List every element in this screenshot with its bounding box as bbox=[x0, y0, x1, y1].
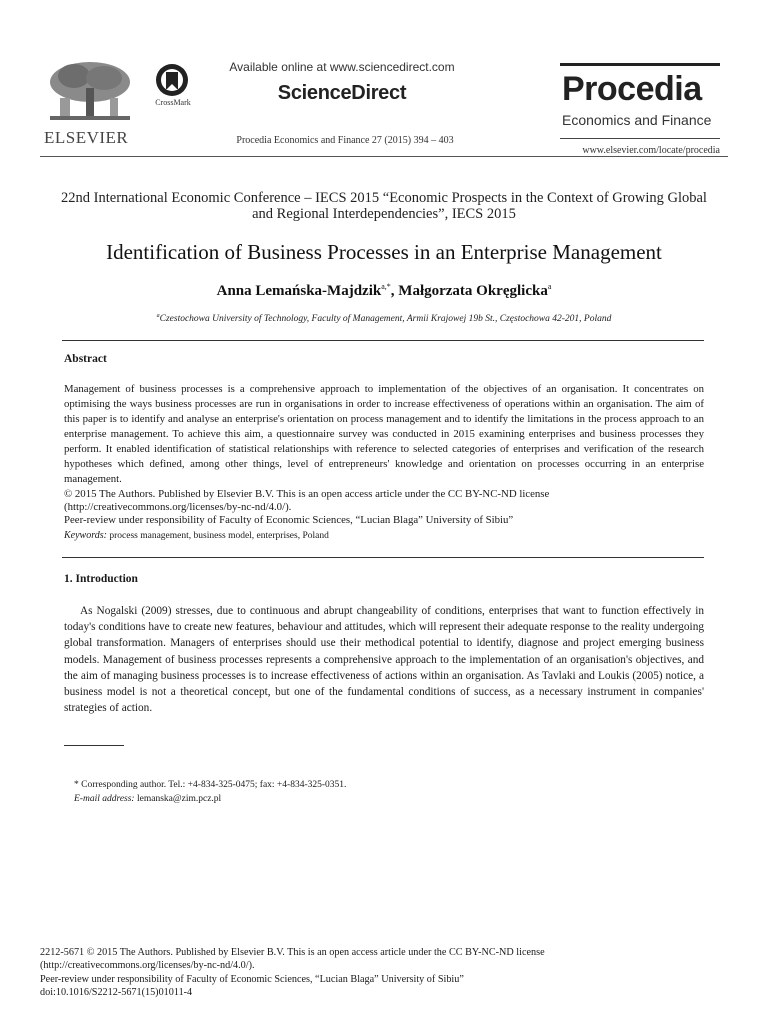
copyright-line: © 2015 The Authors. Published by Elsevier B.V. This is an open access article under the CC BY-NC-ND license bbox=[64, 488, 550, 500]
footer-peer-review: Peer-review under responsibility of Faculty of Economic Sciences, “Lucian Blaga” University of Sibiu” bbox=[40, 973, 464, 985]
conference-line: 22nd International Economic Conference – IECS 2015 “Economic Prospects in the Context of Growing Global and Regional Interdependencies”, IECS 2015 bbox=[61, 190, 707, 222]
paper-title: Identification of Business Processes in an Enterprise Management bbox=[106, 240, 662, 264]
author-2: Małgorzata Okręglicka bbox=[398, 283, 548, 299]
publisher-name: ELSEVIER bbox=[44, 128, 129, 147]
introduction-body: As Nogalski (2009) stresses, due to continuous and abrupt changeability of conditions, enterprises that want to function effectively in today's conditions have to create new features, behaviour and attitudes, which will represent their adequate response to the reality undergoing global transformation. Managers of enterprises should use their methodical potential to identify, diagnose and project emerging business models. Management of business processes represents a comprehensive approach to the implementation of an organisation's objectives, and the aim of managing business processes is to increase effectiveness of actions within an organisation. As Tavlaki and Loukis (2005) notice, a business model is not a theoretical concept, but one of the fundamental conditions of success, as a necessary instrument in companies' strategies of action. bbox=[64, 605, 704, 715]
abstract-bottom-rule bbox=[62, 557, 704, 558]
introduction-heading: 1. Introduction bbox=[64, 573, 138, 585]
footnote-rule bbox=[64, 745, 124, 746]
affiliation-mark: a bbox=[156, 313, 160, 319]
available-online-text: Available online at www.sciencedirect.com bbox=[229, 60, 455, 74]
affiliation bbox=[40, 313, 728, 324]
author-1: Anna Lemańska-Majdzik bbox=[216, 283, 382, 299]
journal-reference: Procedia Economics and Finance 27 (2015) 394 – 403 bbox=[236, 135, 454, 146]
abstract-heading: Abstract bbox=[64, 353, 107, 365]
header-divider bbox=[40, 156, 728, 157]
footnote bbox=[74, 778, 674, 806]
keywords-label: Keywords: bbox=[64, 530, 107, 541]
peer-review-line: Peer-review under responsibility of Faculty of Economic Sciences, “Lucian Blaga” University of Sibiu” bbox=[64, 514, 514, 526]
author-1-affil: a, bbox=[381, 282, 387, 291]
footer-copyright: 2212-5671 © 2015 The Authors. Published by Elsevier B.V. This is an open access article under the CC BY-NC-ND license bbox=[40, 947, 545, 958]
corresponding-mark[interactable]: * bbox=[386, 282, 391, 291]
crossmark-label: CrossMark bbox=[155, 98, 191, 107]
author-2-affil: a bbox=[547, 282, 552, 291]
abstract-top-rule bbox=[62, 340, 704, 341]
keywords-list: process management, business model, enterprises, Poland bbox=[106, 531, 329, 541]
procedia-bottom-rule bbox=[560, 138, 720, 139]
procedia-subtitle: Economics and Finance bbox=[562, 112, 712, 128]
journal-url-link[interactable]: www.elsevier.com/locate/procedia bbox=[582, 145, 720, 156]
keywords-line bbox=[64, 530, 704, 541]
corresponding-author-note: * Corresponding author. Tel.: +4-834-325-0475; fax: +4-834-325-0351. bbox=[74, 780, 347, 790]
email-address[interactable]: lemanska@zim.pcz.pl bbox=[134, 794, 222, 804]
sciencedirect-logo[interactable]: ScienceDirect bbox=[277, 82, 407, 104]
author-list bbox=[40, 282, 728, 300]
page-footer bbox=[40, 946, 720, 1000]
footer-license-link[interactable]: (http://creativecommons.org/licenses/by-nc-nd/4.0/). bbox=[40, 960, 255, 972]
abstract-body: Management of business processes is a comprehensive approach to implementation of the objectives of an organisation. It concentrates on optimising the ways business processes are run in organisations in order to increase effectiveness of operations within an organisation. The aim of this paper is to identify and analyse an enterprise's orientation on process management and to identify the limitations in the process approach to an enterprise management. To achieve this aim, a questionnaire survey was conducted in 2015 examining enterprises and business processes they perform. It enabled identification of statistical relationships with reference to selected categories of enterprises and verification of the research hypotheses which defined, among other things, level of entrepreneurs' knowledge and orientation on processes occurring in an enterprise management. bbox=[64, 383, 704, 485]
procedia-top-rule bbox=[560, 63, 720, 66]
license-link[interactable]: (http://creativecommons.org/licenses/by-nc-nd/4.0/). bbox=[64, 501, 292, 513]
email-label: E-mail address: bbox=[74, 794, 135, 804]
license-block bbox=[64, 488, 704, 527]
footer-doi[interactable]: doi:10.1016/S2212-5671(15)01011-4 bbox=[40, 987, 193, 999]
affiliation-text: Czestochowa University of Technology, Faculty of Management, Armii Krajowej 19b St., Częstochowa 42-201, Poland bbox=[159, 314, 612, 325]
author-separator: , bbox=[390, 283, 399, 299]
procedia-logo: Procedia bbox=[562, 70, 702, 108]
